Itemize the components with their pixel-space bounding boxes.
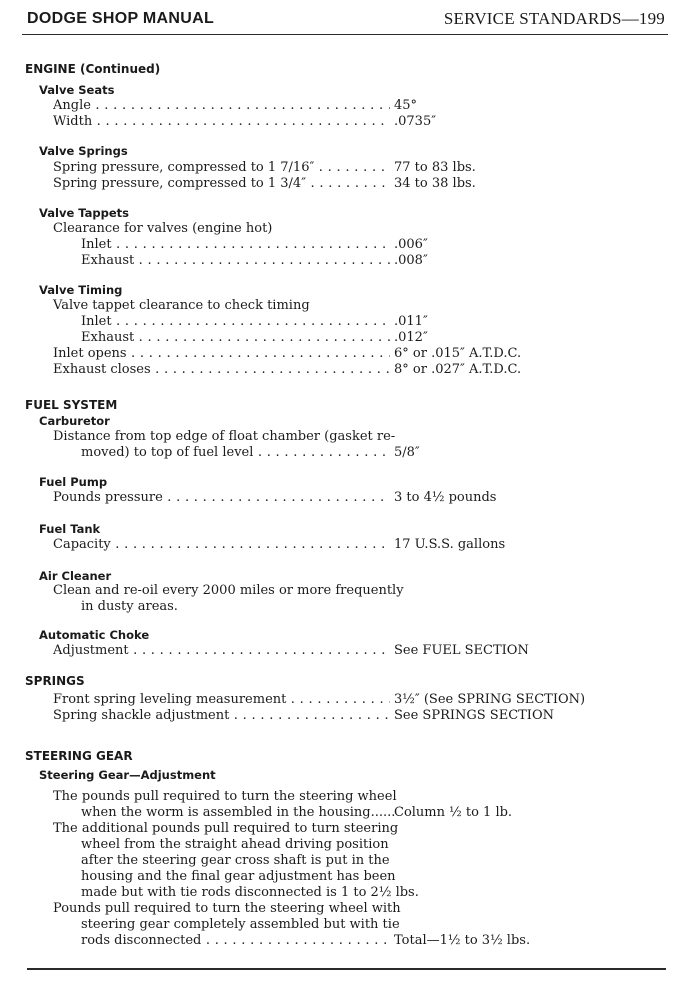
exhaust-closes-label: Exhaust closes . . . bbox=[53, 362, 390, 378]
springs-heading: SPRINGS bbox=[25, 674, 85, 688]
automatic-choke-label: Adjustment . . . bbox=[53, 643, 390, 659]
exhaust-closes-value: 8° or .027″ A.T.D.C. bbox=[394, 362, 522, 377]
angle-label: Angle . . . bbox=[53, 98, 390, 114]
steering-p2-line-1: The additional pounds pull required to turn steering bbox=[53, 821, 399, 836]
footer-rule bbox=[27, 968, 666, 970]
air-cleaner-heading: Air Cleaner bbox=[39, 569, 112, 583]
width-value: .0735″ bbox=[394, 114, 437, 129]
fuel-pump-heading: Fuel Pump bbox=[39, 475, 108, 489]
steering-p2-line-3: after the steering gear cross shaft is put in the bbox=[81, 853, 390, 868]
spring-shackle-label: Spring shackle adjustment . . . bbox=[53, 708, 390, 724]
front-spring-value: 3½″ (See SPRING SECTION) bbox=[394, 692, 586, 707]
steering-p1-value: Column ½ to 1 lb. bbox=[394, 805, 513, 820]
timing-inlet-label: Inlet . . . bbox=[81, 314, 390, 330]
spring-pressure-row-2-label: Spring pressure, compressed to 1 3/4″ . . . bbox=[53, 176, 390, 192]
inlet-opens-value: 6° or .015″ A.T.D.C. bbox=[394, 346, 522, 361]
steering-p3-line-2: steering gear completely assembled but with tie bbox=[81, 917, 400, 932]
fuel-pump-value: 3 to 4½ pounds bbox=[394, 490, 497, 505]
header-rule bbox=[22, 34, 668, 35]
timing-inlet-value: .011″ bbox=[394, 314, 428, 329]
steering-gear-heading: STEERING GEAR bbox=[25, 749, 133, 763]
carburetor-value: 5/8″ bbox=[394, 445, 420, 460]
front-spring-label: Front spring leveling measurement . . . bbox=[53, 692, 390, 708]
steering-p2-line-4: housing and the final gear adjustment has been bbox=[81, 869, 396, 884]
steering-adjustment-heading: Steering Gear—Adjustment bbox=[39, 768, 216, 782]
steering-p1-line-2: when the worm is assembled in the housing...... bbox=[81, 805, 396, 820]
valve-tappets-heading: Valve Tappets bbox=[39, 206, 130, 220]
inlet-opens-label: Inlet opens . . . bbox=[53, 346, 390, 362]
carburetor-line-2: moved) to top of fuel level . . . bbox=[81, 445, 390, 461]
timing-exhaust-value: .012″ bbox=[394, 330, 428, 345]
spring-pressure-row-1-value: 77 to 83 lbs. bbox=[394, 160, 476, 175]
carburetor-line-1: Distance from top edge of float chamber (gasket re- bbox=[53, 429, 396, 444]
width-label: Width . . . bbox=[53, 114, 390, 130]
spring-shackle-value: See SPRINGS SECTION bbox=[394, 708, 554, 723]
timing-exhaust-label: Exhaust . . . bbox=[81, 330, 390, 346]
tappet-exhaust-value: .008″ bbox=[394, 253, 428, 268]
carburetor-heading: Carburetor bbox=[39, 414, 110, 428]
automatic-choke-heading: Automatic Choke bbox=[39, 628, 150, 642]
fuel-tank-label: Capacity . . . bbox=[53, 537, 390, 553]
tappet-clearance-note: Clearance for valves (engine hot) bbox=[53, 221, 273, 236]
steering-p2-line-2: wheel from the straight ahead driving position bbox=[81, 837, 389, 852]
valve-timing-heading: Valve Timing bbox=[39, 283, 123, 297]
angle-value: 45° bbox=[394, 98, 418, 113]
air-cleaner-line-2: in dusty areas. bbox=[81, 599, 178, 614]
engine-heading: ENGINE (Continued) bbox=[25, 62, 161, 76]
steering-p3-line-1: Pounds pull required to turn the steering wheel with bbox=[53, 901, 401, 916]
manual-title: DODGE SHOP MANUAL bbox=[27, 10, 215, 27]
fuel-tank-value: 17 U.S.S. gallons bbox=[394, 537, 506, 552]
section-page-number: SERVICE STANDARDS—199 bbox=[443, 9, 665, 28]
fuel-pump-label: Pounds pressure . . . bbox=[53, 490, 390, 506]
steering-p1-line-1: The pounds pull required to turn the steering wheel bbox=[53, 789, 397, 804]
steering-p3-value: Total—1½ to 3½ lbs. bbox=[394, 933, 531, 948]
spring-pressure-row-1-label: Spring pressure, compressed to 1 7/16″ . . . bbox=[53, 160, 390, 176]
timing-clearance-note: Valve tappet clearance to check timing bbox=[53, 298, 310, 313]
steering-p3-line-3: rods disconnected . . . bbox=[81, 933, 390, 949]
tappet-inlet-value: .006″ bbox=[394, 237, 428, 252]
valve-seats-heading: Valve Seats bbox=[39, 83, 115, 97]
automatic-choke-value: See FUEL SECTION bbox=[394, 643, 529, 658]
spring-pressure-row-2-value: 34 to 38 lbs. bbox=[394, 176, 476, 191]
steering-p2-line-5: made but with tie rods disconnected is 1 to 2½ lbs. bbox=[81, 885, 419, 900]
fuel-system-heading: FUEL SYSTEM bbox=[25, 398, 118, 412]
tappet-exhaust-label: Exhaust . . . bbox=[81, 253, 390, 269]
tappet-inlet-label: Inlet . . . bbox=[81, 237, 390, 253]
fuel-tank-heading: Fuel Tank bbox=[39, 522, 101, 536]
valve-springs-heading: Valve Springs bbox=[39, 144, 128, 158]
air-cleaner-line-1: Clean and re-oil every 2000 miles or more frequently bbox=[53, 583, 404, 598]
